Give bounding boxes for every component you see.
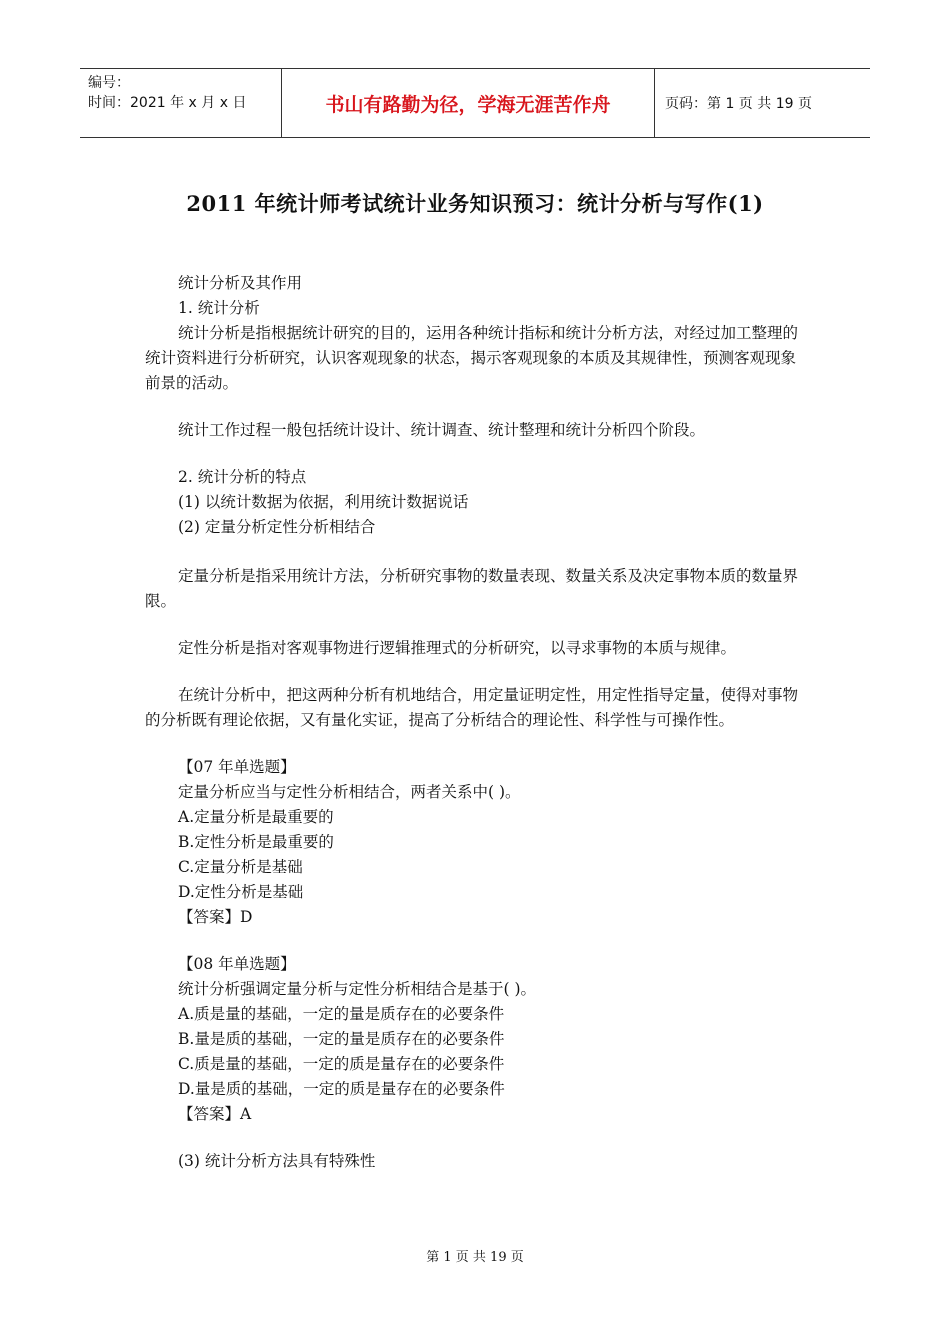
question-2-option-b: B.量是质的基础，一定的量是质存在的必要条件: [178, 1030, 505, 1048]
feature-3: (3) 统计分析方法具有特殊性: [178, 1152, 376, 1170]
page-footer: 第 1 页 共 19 页: [426, 1250, 524, 1265]
question-1-answer: 【答案】D: [178, 908, 253, 926]
question-2-option-d: D.量是质的基础，一定的质是量存在的必要条件: [178, 1080, 505, 1098]
number-label: 编号：: [88, 75, 130, 91]
feature-1: (1) 以统计数据为依据，利用统计数据说话: [178, 493, 469, 511]
question-2-option-a: A.质是量的基础，一定的量是质存在的必要条件: [178, 1005, 505, 1023]
question-1-stem: 定量分析应当与定性分析相结合，两者关系中( )。: [178, 783, 521, 801]
question-2-tag: 【08 年单选题】: [178, 955, 296, 973]
header-motto: 书山有路勤为径，学海无涯苦作舟: [282, 69, 655, 137]
subheading-2: 2. 统计分析的特点: [178, 468, 307, 486]
subheading-1: 1. 统计分析: [178, 299, 260, 317]
question-2-stem: 统计分析强调定量分析与定性分析相结合是基于( )。: [178, 980, 537, 998]
page-header: [80, 68, 870, 138]
paragraph-4: 定性分析是指对客观事物进行逻辑推理式的分析研究，以寻求事物的本质与规律。: [178, 639, 737, 657]
question-1-tag: 【07 年单选题】: [178, 758, 296, 776]
paragraph-2: 统计工作过程一般包括统计设计、统计调查、统计整理和统计分析四个阶段。: [178, 421, 706, 439]
document-body: [145, 271, 807, 1174]
question-1-option-b: B.定性分析是最重要的: [178, 833, 334, 851]
question-2-answer: 【答案】A: [178, 1105, 252, 1123]
header-page-label: 页码：第 1 页 共 19 页: [665, 96, 812, 112]
paragraph-3: 定量分析是指采用统计方法，分析研究事物的数量表现、数量关系及决定事物本质的数量界限。: [145, 567, 799, 610]
question-1-option-c: C.定量分析是基础: [178, 858, 303, 876]
feature-2: (2) 定量分析定性分析相结合: [178, 518, 376, 536]
paragraph-5: 在统计分析中，把这两种分析有机地结合，用定量证明定性，用定性指导定量，使得对事物的分析既有理论依据，又有量化实证，提高了分析结合的理论性、科学性与可操作性。: [145, 686, 799, 729]
question-1-option-a: A.定量分析是最重要的: [178, 808, 334, 826]
header-meta: [80, 69, 282, 137]
time-label: 时间：2021 年 x 月 x 日: [88, 95, 247, 111]
paragraph-1: 统计分析是指根据统计研究的目的，运用各种统计指标和统计分析方法，对经过加工整理的统计资料进行分析研究，认识客观现象的状态，揭示客观现象的本质及其规律性，预测客观现象前景的活动。: [145, 324, 799, 392]
question-2-option-c: C.质是量的基础，一定的质是量存在的必要条件: [178, 1055, 505, 1073]
section-heading: 统计分析及其作用: [178, 274, 303, 292]
document-title: 2011 年统计师考试统计业务知识预习：统计分析与写作(1): [186, 191, 764, 216]
question-1-option-d: D.定性分析是基础: [178, 883, 304, 901]
